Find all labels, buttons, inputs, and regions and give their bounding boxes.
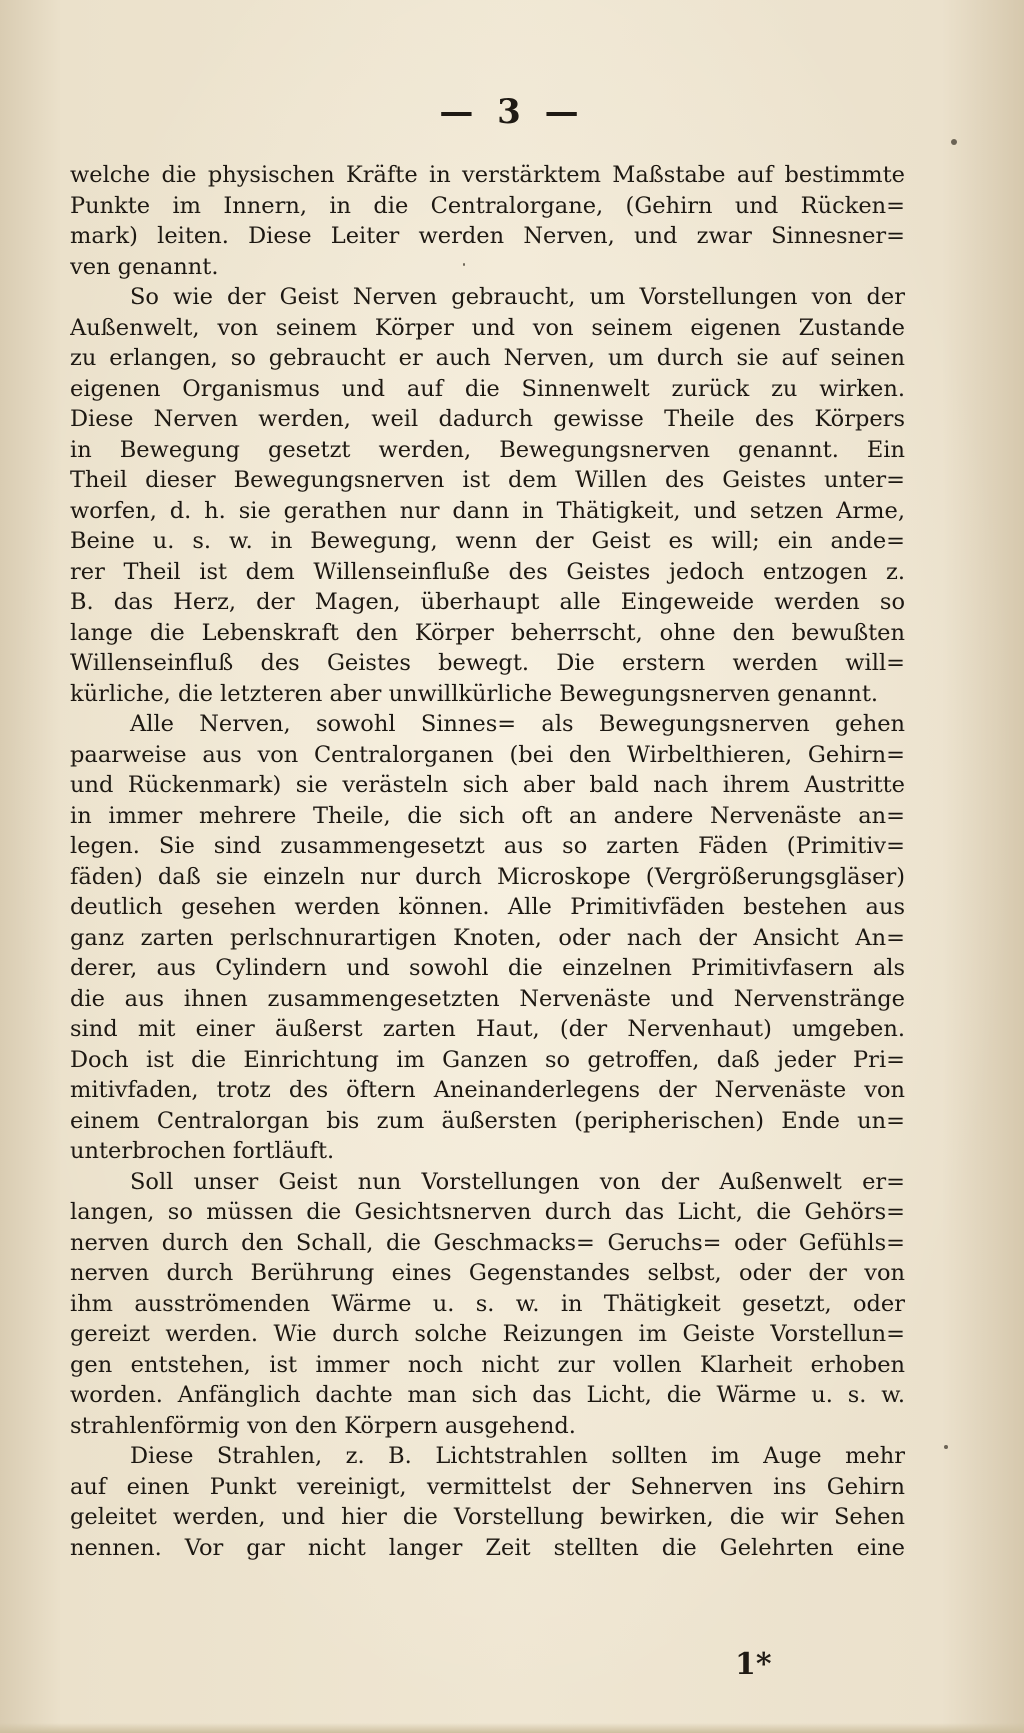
text-line: in Bewegung gesetzt werden, Bewegungsnerven genannt. Ein: [70, 436, 905, 463]
text-line: strahlenförmig von den Körpern ausgehend.: [70, 1412, 576, 1439]
text-line: in immer mehrere Theile, die sich oft an andere Nervenäste an=: [70, 802, 905, 829]
text-line: Außenwelt, von seinem Körper und von seinem eigenen Zustande: [70, 314, 905, 341]
text-line: geleitet werden, und hier die Vorstellung bewirken, die wir Sehen: [70, 1504, 905, 1530]
text-line: mark) leiten. Diese Leiter werden Nerven, und zwar Sinnesner=: [70, 223, 905, 249]
text-line: welche die physischen Kräfte in verstärktem Maßstabe auf bestimmte: [70, 162, 905, 188]
text-line: zu erlangen, so gebraucht er auch Nerven, um durch sie auf seinen: [70, 345, 905, 371]
paragraph-first-line: Diese Strahlen, z. B. Lichtstrahlen sollten im Auge mehr: [130, 1443, 905, 1469]
text-line: nerven durch den Schall, die Geschmacks= Geruchs= oder Gefühls=: [70, 1229, 905, 1256]
paper-speck: [951, 139, 957, 145]
paper-speck: [944, 1445, 948, 1449]
text-line: fäden) daß sie einzeln nur durch Microskope (Vergrößerungsgläser): [70, 863, 905, 890]
text-line: und Rückenmark) sie verästeln sich aber bald nach ihrem Austritte: [70, 772, 905, 798]
paragraph-first-line: So wie der Geist Nerven gebraucht, um Vorstellungen von der: [130, 284, 905, 310]
text-line: deutlich gesehen werden können. Alle Primitivfäden bestehen aus: [70, 894, 905, 920]
text-line: die aus ihnen zusammengesetzten Nervenäste und Nervenstränge: [70, 985, 905, 1012]
paragraph-first-line: Alle Nerven, sowohl Sinnes= als Bewegungsnerven gehen: [130, 711, 905, 737]
text-line: paarweise aus von Centralorganen (bei den Wirbelthieren, Gehirn=: [70, 741, 905, 768]
text-line: sind mit einer äußerst zarten Haut, (der Nervenhaut) umgeben.: [70, 1016, 905, 1042]
text-line: derer, aus Cylindern und sowohl die einzelnen Primitivfasern als: [70, 955, 905, 981]
text-line: eigenen Organismus und auf die Sinnenwelt zurück zu wirken.: [70, 375, 905, 402]
text-line: B. das Herz, der Magen, überhaupt alle Eingeweide werden so: [70, 589, 905, 615]
text-line: auf einen Punkt vereinigt, vermittelst der Sehnerven ins Gehirn: [70, 1473, 905, 1500]
text-line: Diese Nerven werden, weil dadurch gewisse Theile des Körpers: [70, 406, 905, 432]
text-line: kürliche, die letzteren aber unwillkürliche Bewegungsnerven genannt.: [70, 680, 879, 707]
text-line: gen entstehen, ist immer noch nicht zur vollen Klarheit erhoben: [70, 1351, 905, 1378]
text-line: legen. Sie sind zusammengesetzt aus so zarten Fäden (Primitiv=: [70, 833, 905, 859]
text-line: langen, so müssen die Gesichtsnerven durch das Licht, die Gehörs=: [70, 1199, 905, 1225]
text-line: Theil dieser Bewegungsnerven ist dem Willen des Geistes unter=: [70, 467, 905, 493]
body-text: [70, 160, 905, 1563]
text-line: gereizt werden. Wie durch solche Reizungen im Geiste Vorstellun=: [70, 1321, 905, 1347]
text-line: lange die Lebenskraft den Körper beherrscht, ohne den bewußten: [70, 619, 905, 646]
text-line: mitivfaden, trotz des öftern Aneinanderlegens der Nervenäste von: [70, 1077, 905, 1103]
text-line: nennen. Vor gar nicht langer Zeit stellten die Gelehrten eine: [70, 1534, 905, 1561]
text-line: unterbrochen fortläuft.: [70, 1138, 335, 1164]
text-line: Beine u. s. w. in Bewegung, wenn der Geist es will; ein ande=: [70, 528, 905, 554]
text-line: Doch ist die Einrichtung im Ganzen so getroffen, daß jeder Pri=: [70, 1046, 905, 1073]
text-line: rer Theil ist dem Willenseinfluße des Geistes jedoch entzogen z.: [70, 558, 905, 585]
text-line: Willenseinfluß des Geistes bewegt. Die erstern werden will=: [70, 650, 905, 676]
text-line: ihm ausströmenden Wärme u. s. w. in Thätigkeit gesetzt, oder: [70, 1290, 905, 1317]
text-line: ven genannt.: [70, 253, 219, 280]
text-line: nerven durch Berührung eines Gegenstandes selbst, oder der von: [70, 1260, 905, 1286]
page-number: — 3 —: [439, 92, 585, 132]
paper-speck: [463, 263, 465, 266]
paragraph-first-line: Soll unser Geist nun Vorstellungen von der Außenwelt er=: [130, 1168, 905, 1195]
text-line: einem Centralorgan bis zum äußersten (peripherischen) Ende un=: [70, 1107, 905, 1134]
text-line: worden. Anfänglich dachte man sich das Licht, die Wärme u. s. w.: [70, 1382, 905, 1408]
signature-mark: 1*: [735, 1647, 772, 1682]
page-bottom-edge: [0, 1723, 1024, 1733]
text-line: worfen, d. h. sie gerathen nur dann in Thätigkeit, und setzen Arme,: [70, 497, 905, 524]
text-line: ganz zarten perlschnurartigen Knoten, oder nach der Ansicht An=: [70, 924, 905, 951]
text-line: Punkte im Innern, in die Centralorgane, (Gehirn und Rücken=: [70, 192, 905, 219]
